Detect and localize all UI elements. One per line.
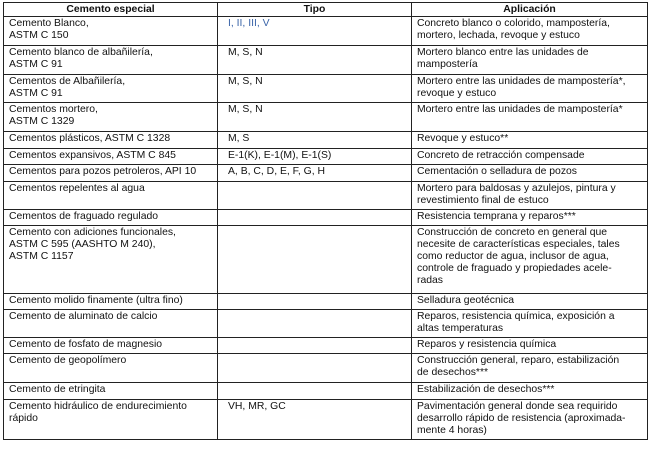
table-row [4,75,648,103]
table-row [4,46,648,75]
header-tipo: Tipo [218,3,412,17]
cell-aplicacion: Mortero para baldosas y azulejos, pintura y revestimiento final de estuco [412,182,648,210]
cell-aplicacion: Cementación o selladura de pozos [412,165,648,182]
cell-tipo: I, II, III, V [218,17,412,46]
cell-aplicacion: Mortero blanco entre las unidades de mampostería [412,46,648,75]
cell-cemento: Cementos plásticos, ASTM C 1328 [4,132,218,149]
cell-aplicacion: Resistencia temprana y reparos*** [412,210,648,226]
table-row [4,354,648,383]
cell-cemento: Cemento molido finamente (ultra fino) [4,294,218,310]
cell-cemento: Cemento hidráulico de endurecimiento rápido [4,400,218,440]
cell-aplicacion: Concreto de retracción compensade [412,149,648,165]
table-row [4,400,648,440]
cell-tipo: E-1(K), E-1(M), E-1(S) [218,149,412,165]
cell-cemento: Cemento de aluminato de calcio [4,310,218,338]
cell-aplicacion: Mortero entre las unidades de mampostería*, revoque y estuco [412,75,648,103]
cell-aplicacion: Revoque y estuco** [412,132,648,149]
table-row [4,310,648,338]
cell-cemento: Cementos para pozos petroleros, API 10 [4,165,218,182]
cell-tipo [218,182,412,210]
table-row [4,338,648,354]
table-row [4,17,648,46]
table-row [4,294,648,310]
header-cemento-especial: Cemento especial [4,3,218,17]
cell-aplicacion: Reparos y resistencia química [412,338,648,354]
cell-aplicacion: Construcción de concreto en general que necesite de características especiales, tales como reductor de agua, inclusor de agua, controle de fraguado y propiedades acele- radas [412,226,648,294]
cell-tipo: M, S, N [218,46,412,75]
cell-cemento: Cemento blanco de albañilería, ASTM C 91 [4,46,218,75]
header-row [4,3,648,17]
cell-cemento: Cementos repelentes al agua [4,182,218,210]
cell-tipo: A, B, C, D, E, F, G, H [218,165,412,182]
cell-tipo [218,310,412,338]
cell-aplicacion: Reparos, resistencia química, exposición a altas temperaturas [412,310,648,338]
cell-cemento: Cemento Blanco, ASTM C 150 [4,17,218,46]
header-aplicacion: Aplicación [412,3,648,17]
cell-aplicacion: Mortero entre las unidades de mampostería* [412,103,648,132]
cell-cemento: Cementos de fraguado regulado [4,210,218,226]
table-body [4,17,648,440]
table-row [4,182,648,210]
cell-cemento: Cementos expansivos, ASTM C 845 [4,149,218,165]
table-row [4,149,648,165]
cell-aplicacion: Concreto blanco o colorido, mampostería, mortero, lechada, revoque y estuco [412,17,648,46]
cell-cemento: Cemento con adiciones funcionales, ASTM C 595 (AASHTO M 240), ASTM C 1157 [4,226,218,294]
cell-cemento: Cemento de etringita [4,383,218,400]
cell-tipo [218,210,412,226]
table-row [4,132,648,149]
cell-tipo: M, S, N [218,103,412,132]
cell-tipo [218,383,412,400]
cell-tipo: M, S [218,132,412,149]
table-header [4,3,648,17]
cell-aplicacion: Pavimentación general donde sea requirido desarrollo rápido de resistencia (aproximada- mente 4 horas) [412,400,648,440]
cell-tipo [218,354,412,383]
cell-tipo [218,226,412,294]
cell-tipo [218,338,412,354]
cell-aplicacion: Estabilización de desechos*** [412,383,648,400]
cell-cemento: Cemento de fosfato de magnesio [4,338,218,354]
cell-tipo: VH, MR, GC [218,400,412,440]
table-row [4,226,648,294]
cell-cemento: Cementos de Albañilería, ASTM C 91 [4,75,218,103]
cell-tipo [218,294,412,310]
cell-cemento: Cemento de geopolímero [4,354,218,383]
table-row [4,165,648,182]
special-cements-table [3,2,648,440]
cell-tipo: M, S, N [218,75,412,103]
table-row [4,383,648,400]
cell-cemento: Cementos mortero, ASTM C 1329 [4,103,218,132]
table-row [4,103,648,132]
cell-aplicacion: Selladura geotécnica [412,294,648,310]
cell-aplicacion: Construcción general, reparo, estabilización de desechos*** [412,354,648,383]
table-row [4,210,648,226]
